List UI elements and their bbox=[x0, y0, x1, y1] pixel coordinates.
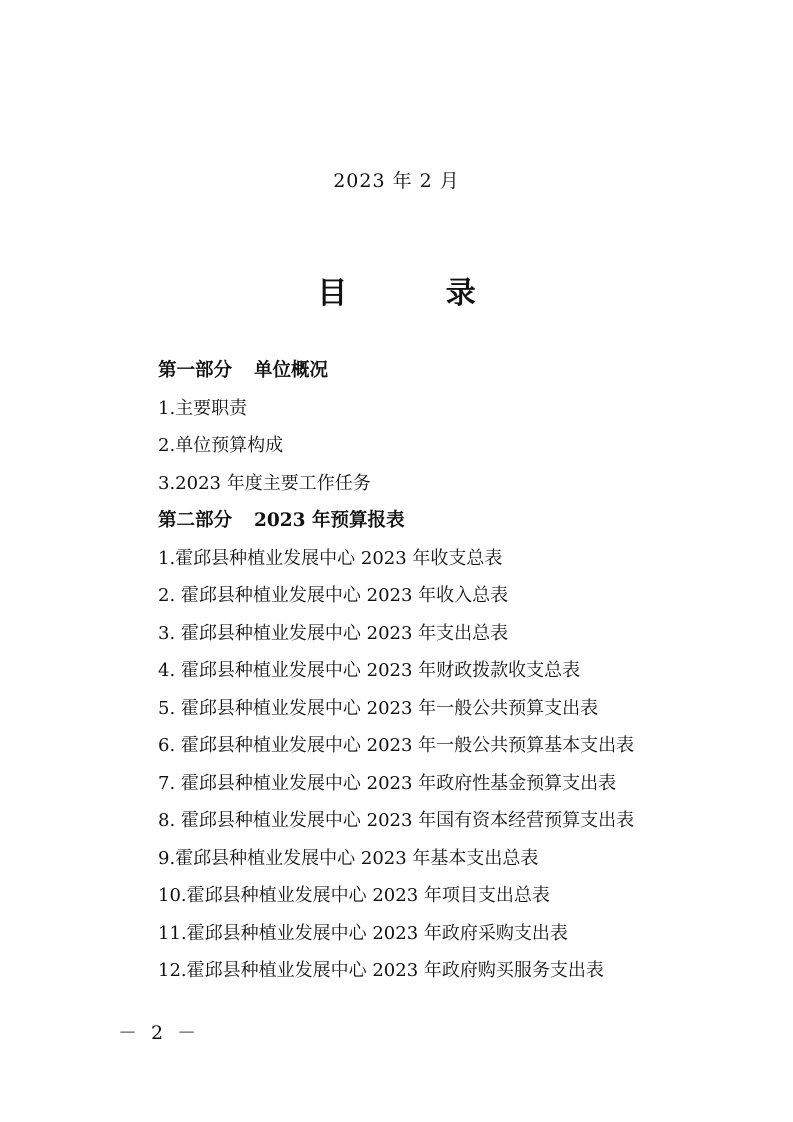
toc-item: 9.霍邱县种植业发展中心 2023 年基本支出总表 bbox=[158, 847, 539, 869]
toc-item: 5. 霍邱县种植业发展中心 2023 年一般公共预算支出表 bbox=[158, 697, 599, 719]
page-number: － 2 － bbox=[118, 1022, 201, 1044]
toc-item: 1.霍邱县种植业发展中心 2023 年收支总表 bbox=[158, 547, 503, 569]
part-title: 2023 年预算报表 bbox=[254, 510, 405, 531]
part-label: 第一部分 bbox=[158, 360, 233, 381]
toc-item: 12.霍邱县种植业发展中心 2023 年政府购买服务支出表 bbox=[158, 960, 604, 981]
toc-item: 6. 霍邱县种植业发展中心 2023 年一般公共预算基本支出表 bbox=[158, 735, 635, 756]
toc-item: 11.霍邱县种植业发展中心 2023 年政府采购支出表 bbox=[158, 922, 568, 944]
toc-item: 2. 霍邱县种植业发展中心 2023 年收入总表 bbox=[158, 585, 509, 606]
toc-part-heading bbox=[158, 352, 718, 390]
toc-item: 7. 霍邱县种植业发展中心 2023 年政府性基金预算支出表 bbox=[158, 772, 617, 794]
toc-item: 1.主要职责 bbox=[158, 397, 248, 419]
toc-item: 10.霍邱县种植业发展中心 2023 年项目支出总表 bbox=[158, 885, 550, 906]
toc-item: 3.2023 年度主要工作任务 bbox=[158, 472, 371, 494]
part-label: 第二部分 bbox=[158, 510, 233, 531]
toc-item: 8. 霍邱县种植业发展中心 2023 年国有资本经营预算支出表 bbox=[158, 810, 635, 831]
toc-title: 目 录 bbox=[317, 276, 520, 311]
toc-part-heading bbox=[158, 502, 718, 540]
table-of-contents bbox=[158, 352, 718, 990]
document-date: 2023 年 2 月 bbox=[333, 170, 460, 192]
toc-item: 3. 霍邱县种植业发展中心 2023 年支出总表 bbox=[158, 622, 509, 644]
toc-item: 4. 霍邱县种植业发展中心 2023 年财政拨款收支总表 bbox=[158, 660, 581, 681]
part-title: 单位概况 bbox=[254, 360, 329, 381]
toc-item: 2.单位预算构成 bbox=[158, 435, 284, 456]
